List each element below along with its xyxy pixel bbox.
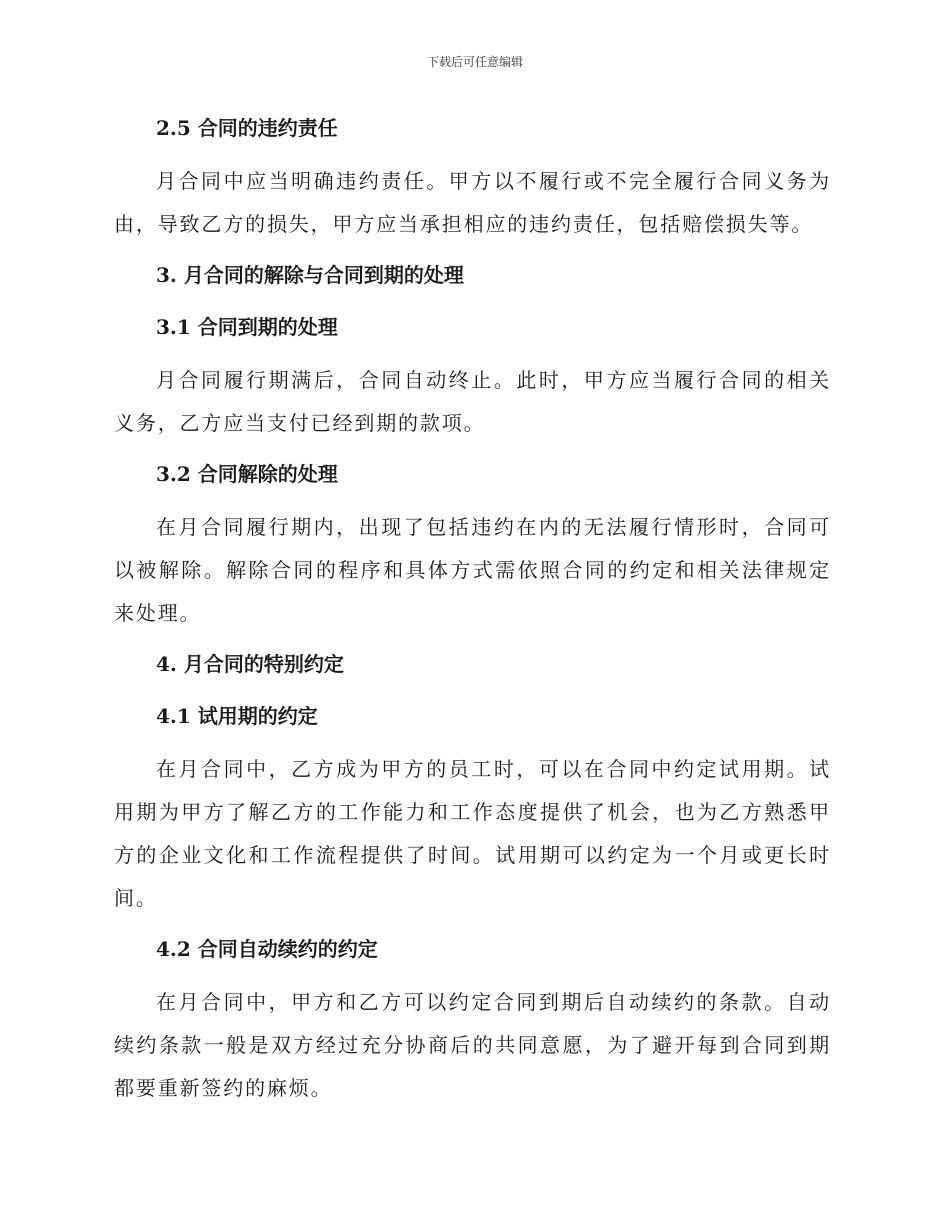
- paragraph-auto-renewal: 在月合同中，甲方和乙方可以约定合同到期后自动续约的条款。自动续约条款一般是双方经过充分协商后的共同意愿，为了避开每到合同到期都要重新签约的麻烦。: [114, 990, 831, 1100]
- document-body: [114, 108, 831, 1119]
- page-header: 下载后可任意编辑: [426, 55, 523, 69]
- section-heading-4: 4. 月合同的特别约定: [156, 652, 344, 676]
- section-heading-3-2: 3.2 合同解除的处理: [156, 462, 338, 486]
- section-heading-4-1: 4.1 试用期的约定: [156, 704, 318, 728]
- section-heading-3-1: 3.1 合同到期的处理: [156, 315, 338, 339]
- section-heading-2-5: 2.5 合同的违约责任: [156, 116, 338, 140]
- section-heading-4-2: 4.2 合同自动续约的约定: [156, 937, 378, 961]
- paragraph-breach-liability: 月合同中应当明确违约责任。甲方以不履行或不完全履行合同义务为由，导致乙方的损失，甲方应当承担相应的违约责任，包括赔偿损失等。: [114, 169, 831, 236]
- paragraph-contract-termination: 在月合同履行期内，出现了包括违约在内的无法履行情形时，合同可以被解除。解除合同的程序和具体方式需依照合同的约定和相关法律规定来处理。: [114, 515, 831, 625]
- section-heading-3: 3. 月合同的解除与合同到期的处理: [156, 263, 464, 287]
- paragraph-probation: 在月合同中，乙方成为甲方的员工时，可以在合同中约定试用期。试用期为甲方了解乙方的工作能力和工作态度提供了机会，也为乙方熟悉甲方的企业文化和工作流程提供了时间。试用期可以约定为一个月或更长时间。: [114, 757, 831, 910]
- paragraph-contract-expiry: 月合同履行期满后，合同自动终止。此时，甲方应当履行合同的相关义务，乙方应当支付已经到期的款项。: [114, 368, 831, 435]
